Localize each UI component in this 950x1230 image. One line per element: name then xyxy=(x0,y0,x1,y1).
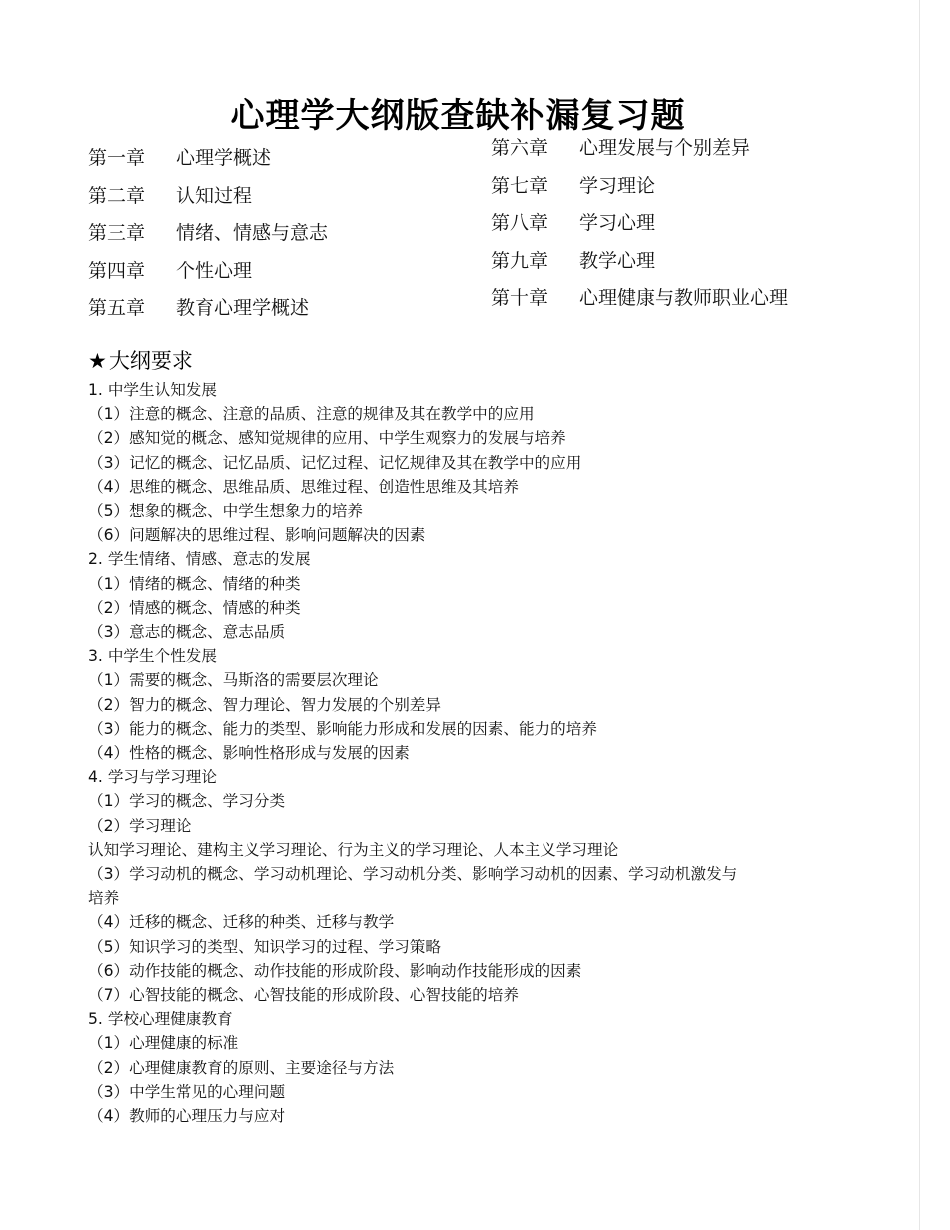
syllabus-requirements-heading xyxy=(88,343,193,379)
outline-item: （4）思维的概念、思维品质、思维过程、创造性思维及其培养 xyxy=(88,477,519,496)
outline-item: （6）问题解决的思维过程、影响问题解决的因素 xyxy=(88,526,426,545)
outline-item: （1）学习的概念、学习分类 xyxy=(88,792,286,811)
toc-chapter-number: 第四章 xyxy=(88,259,146,282)
outline-item: （2）智力的概念、智力理论、智力发展的个别差异 xyxy=(88,695,441,714)
toc-item xyxy=(88,253,328,291)
outline-item: （2）感知觉的概念、感知觉规律的应用、中学生观察力的发展与培养 xyxy=(88,429,566,448)
toc-item xyxy=(491,130,788,168)
toc-chapter-title: 教学心理 xyxy=(579,249,656,272)
toc-chapter-title: 教育心理学概述 xyxy=(176,297,310,320)
toc-chapter-title: 学习心理 xyxy=(579,212,656,235)
toc-item xyxy=(491,280,788,318)
toc-item xyxy=(88,178,328,216)
toc-chapter-title: 个性心理 xyxy=(176,259,253,282)
toc-chapter-number: 第十章 xyxy=(491,287,549,310)
toc-chapter-title: 心理健康与教师职业心理 xyxy=(579,287,789,310)
toc-item xyxy=(491,205,788,243)
outline-item: （4）性格的概念、影响性格形成与发展的因素 xyxy=(88,744,410,763)
outline-item: （2）情感的概念、情感的种类 xyxy=(88,598,301,617)
outline-item: （1）注意的概念、注意的品质、注意的规律及其在教学中的应用 xyxy=(88,405,535,424)
outline-item: （4）教师的心理压力与应对 xyxy=(88,1107,286,1126)
outline-item: （5）知识学习的类型、知识学习的过程、学习策略 xyxy=(88,937,441,956)
outline-item: （1）心理健康的标准 xyxy=(88,1034,239,1053)
toc-chapter-title: 心理发展与个别差异 xyxy=(579,137,751,159)
toc-item xyxy=(491,243,788,281)
outline-item: （5）想象的概念、中学生想象力的培养 xyxy=(88,502,364,521)
toc-chapter-title: 学习理论 xyxy=(579,174,656,197)
toc-chapter-number: 第一章 xyxy=(88,147,146,169)
toc-chapter-number: 第六章 xyxy=(491,137,549,159)
toc-item xyxy=(88,215,328,253)
outline-item: （7）心智技能的概念、心智技能的形成阶段、心智技能的培养 xyxy=(88,986,519,1005)
toc-item xyxy=(88,140,328,178)
toc-chapter-title: 心理学概述 xyxy=(176,147,272,169)
toc-chapter-number: 第九章 xyxy=(491,249,549,272)
outline-item: （1）情绪的概念、情绪的种类 xyxy=(88,574,301,593)
outline-item: （3）意志的概念、意志品质 xyxy=(88,623,286,642)
outline-item: （4）迁移的概念、迁移的种类、迁移与教学 xyxy=(88,913,395,932)
toc-item xyxy=(491,168,788,206)
outline-item: （2）学习理论 xyxy=(88,816,192,835)
outline-item: （3）记忆的概念、记忆品质、记忆过程、记忆规律及其在教学中的应用 xyxy=(88,453,582,472)
toc-chapter-number: 第二章 xyxy=(88,184,146,207)
syllabus-outline-list xyxy=(88,378,818,1128)
outline-section-title: 3. 中学生个性发展 xyxy=(88,647,217,666)
outline-item: （1）需要的概念、马斯洛的需要层次理论 xyxy=(88,671,379,690)
toc-left-column xyxy=(88,140,328,328)
outline-item: （2）心理健康教育的原则、主要途径与方法 xyxy=(88,1058,395,1077)
outline-item: （3）学习动机的概念、学习动机理论、学习动机分类、影响学习动机的因素、学习动机激发与 xyxy=(88,865,738,884)
toc-chapter-title: 情绪、情感与意志 xyxy=(176,222,329,245)
outline-section-title: 1. 中学生认知发展 xyxy=(88,381,217,399)
star-icon: ★ xyxy=(88,349,107,373)
section-heading-text: 大纲要求 xyxy=(108,349,193,373)
outline-item: 培养 xyxy=(88,889,120,908)
toc-right-column xyxy=(491,130,788,318)
document-title: 心理学大纲版查缺补漏复习题 xyxy=(230,95,686,136)
outline-section-title: 5. 学校心理健康教育 xyxy=(88,1010,233,1029)
toc-chapter-number: 第五章 xyxy=(88,297,146,320)
toc-chapter-title: 认知过程 xyxy=(176,184,253,207)
outline-item: （3）中学生常见的心理问题 xyxy=(88,1082,286,1101)
outline-section-title: 2. 学生情绪、情感、意志的发展 xyxy=(88,550,311,569)
toc-chapter-number: 第八章 xyxy=(491,212,549,235)
outline-item: （3）能力的概念、能力的类型、影响能力形成和发展的因素、能力的培养 xyxy=(88,719,597,738)
outline-section-title: 4. 学习与学习理论 xyxy=(88,768,217,787)
toc-item xyxy=(88,290,328,328)
toc-chapter-number: 第三章 xyxy=(88,222,146,245)
toc-chapter-number: 第七章 xyxy=(491,174,549,197)
outline-item: 认知学习理论、建构主义学习理论、行为主义的学习理论、人本主义学习理论 xyxy=(88,840,619,859)
page-edge-divider xyxy=(919,0,920,1230)
outline-item: （6）动作技能的概念、动作技能的形成阶段、影响动作技能形成的因素 xyxy=(88,961,582,980)
